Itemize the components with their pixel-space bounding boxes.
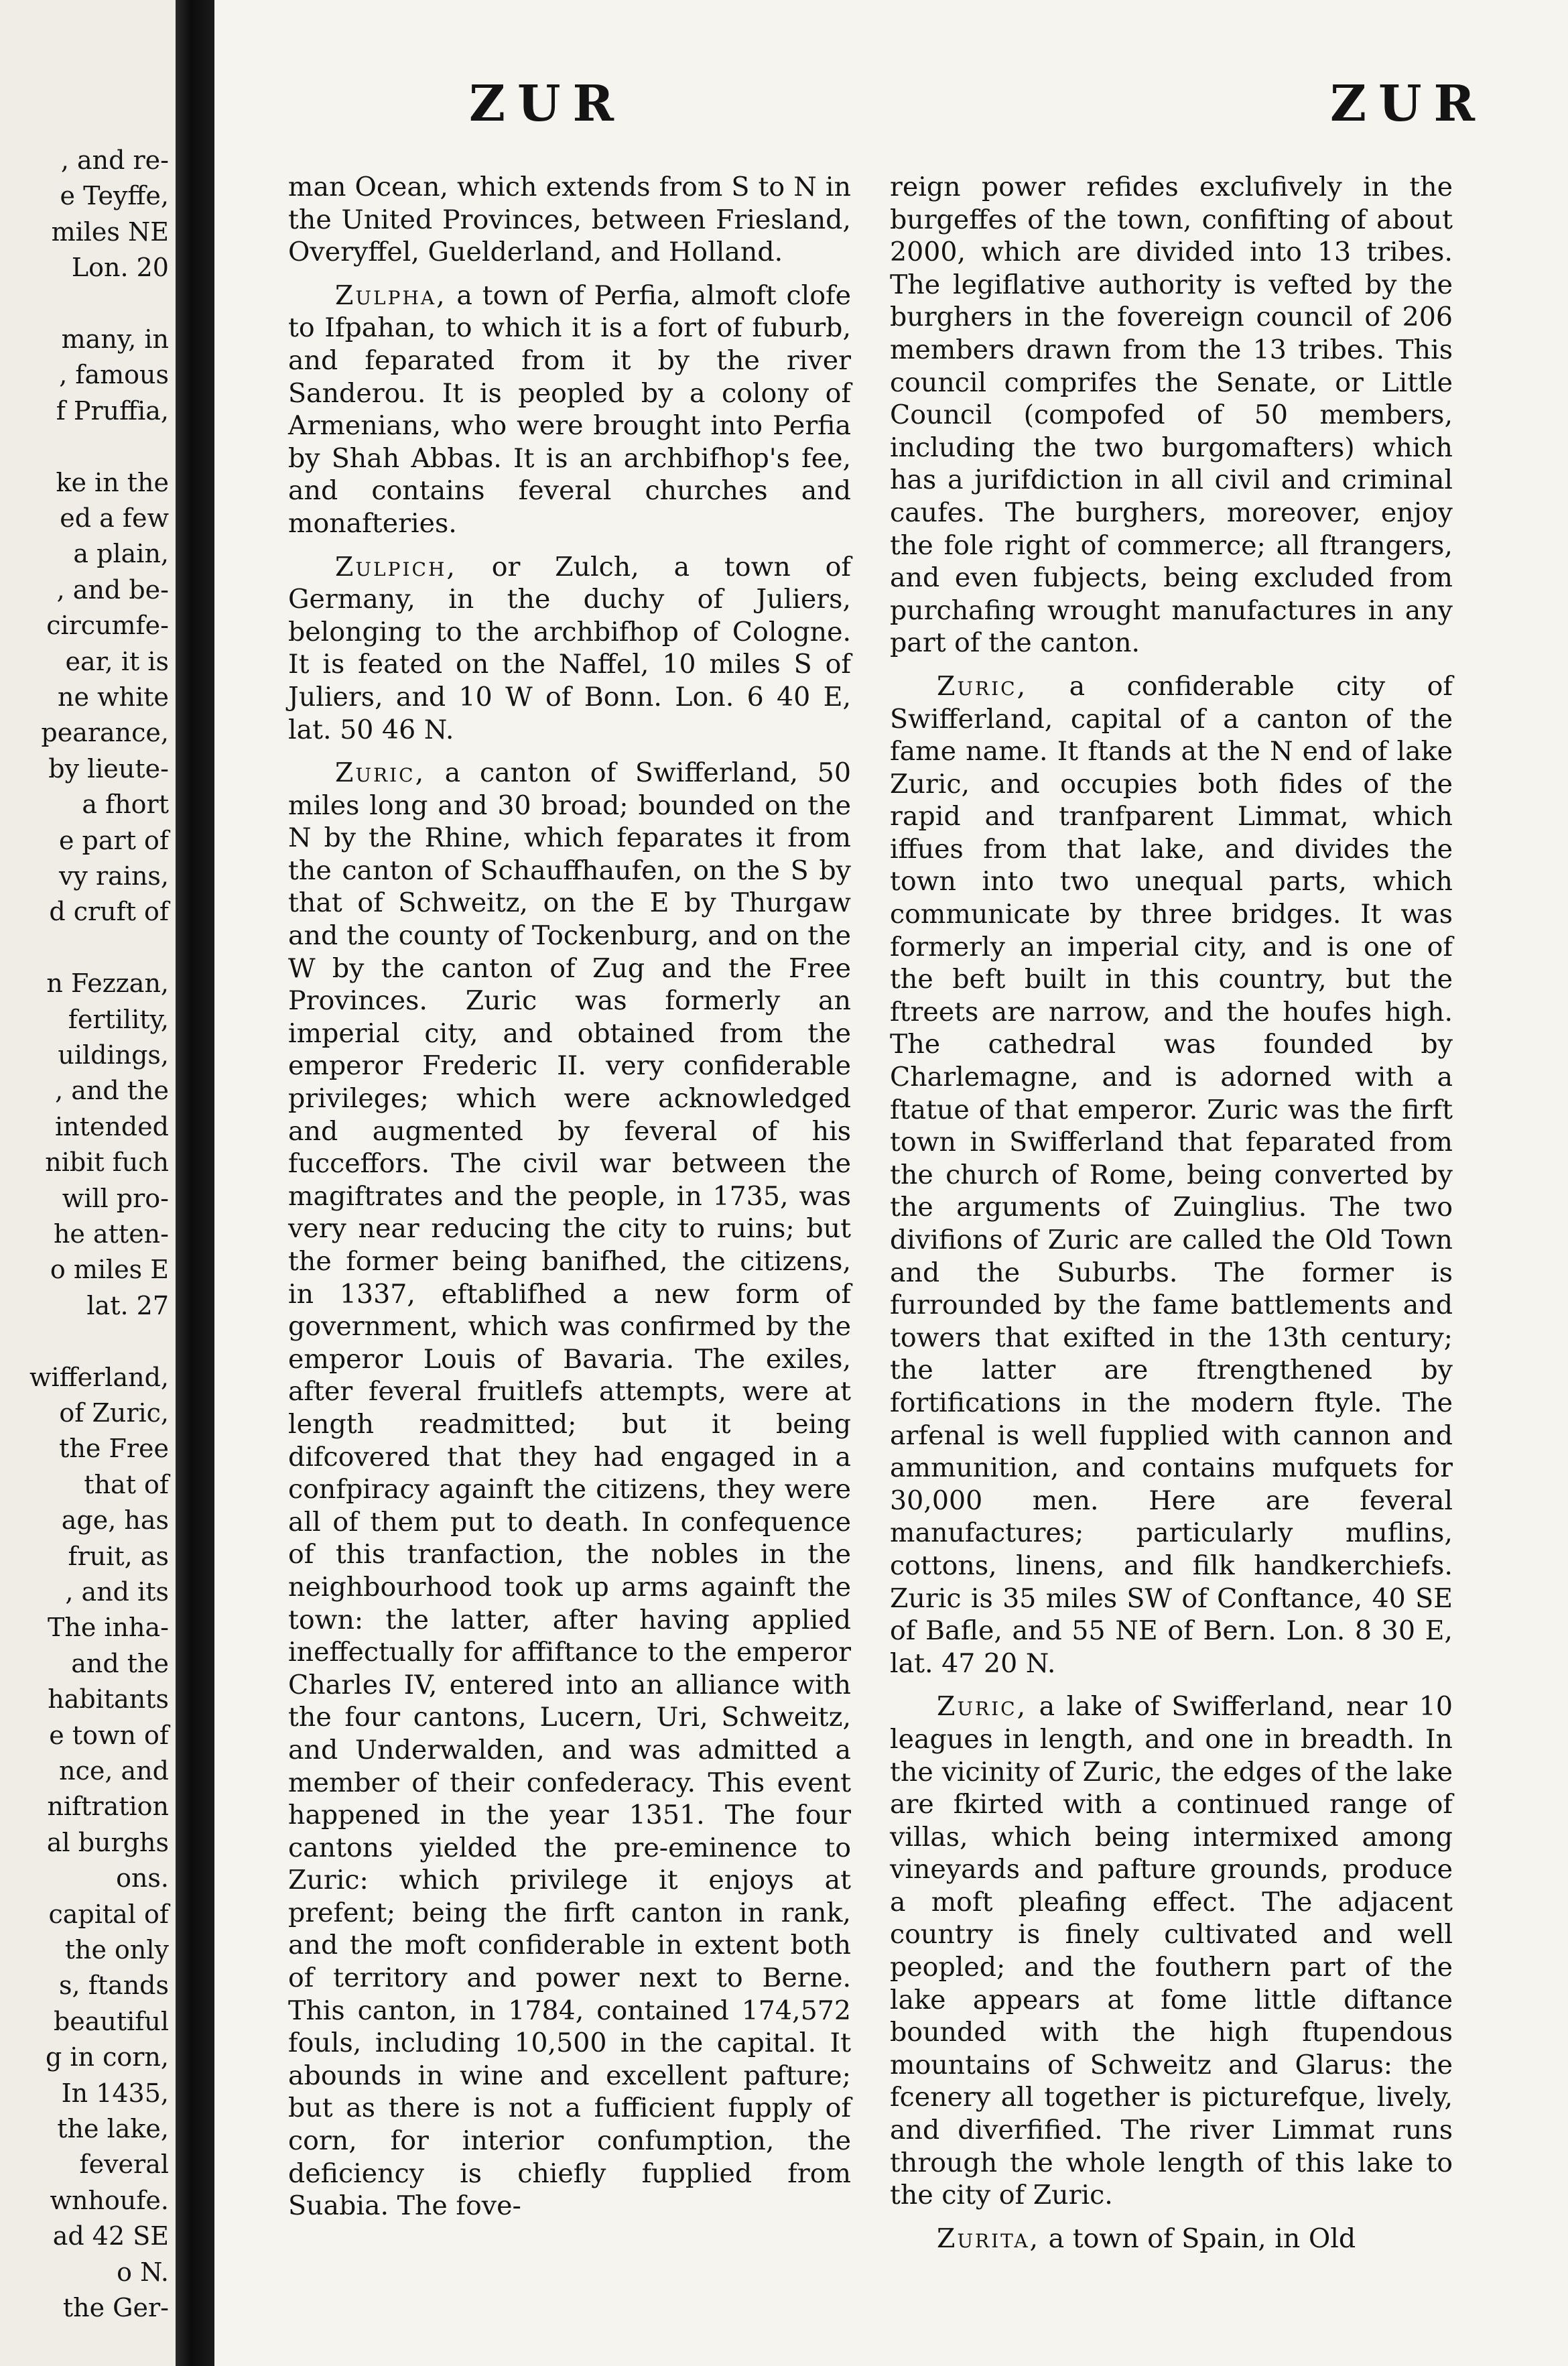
book-gutter [176, 0, 214, 2366]
edge-fragment: g in corn, [46, 2042, 169, 2072]
entry-text: a lake of Swifferland, near 10 leagues in length, and one in breadth. In the vicinity of Zuric, the edges of the lake are fkirted with a continued range of villas, which being intermixed among vineyards and pafture grounds, produce a moft pleafing effect. The adjacent country is finely cultivated and well peopled; and the fouthern part of the lake appears at fome little diftance bounded with the high ftupendous mountains of Schweitz and Glarus: the fcenery all together is picturefque, lively, and diverfified. The river Limmat runs through the whole length of this lake to the city of Zuric. [890, 1691, 1453, 2211]
edge-fragment: nibit fuch [45, 1147, 169, 1178]
edge-fragment: the Free [59, 1434, 169, 1464]
edge-fragment: ad 42 SE [52, 2221, 169, 2251]
edge-fragment: the Ger- [62, 2293, 169, 2322]
text-column-right [890, 171, 1453, 2255]
edge-fragment: , famous [59, 360, 169, 390]
edge-fragment: e Teyffe, [60, 181, 169, 211]
edge-fragment: d cruft of [49, 897, 169, 927]
edge-fragment: , and its [65, 1577, 169, 1607]
headword: Zuric, [335, 757, 426, 789]
entry-text: a confiderable city of Swifferland, capital of a canton of the fame name. It ftands at the N end of lake Zuric, and occupies both fides of the rapid and tranfparent Limmat, which iffues from that lake, and divides the town into two unequal parts, which communicate by three bridges. It was formerly an imperial city, and is one of the beft built in this country, but the ftreets are narrow, and the houfes high. The cathedral was founded by Charlemagne, and is adorned with a ftatue of that emperor. Zuric was the firft town in Swifferland that feparated from the church of Rome, being converted by the arguments of Zuinglius. The two divifions of Zuric are called the Old Town and the Suburbs. The former is furrounded by the fame battlements and towers that exifted in the 13th century; the latter are ftrengthened by fortifications in the modern ftyle. The arfenal is well fupplied with cannon and ammunition, and contains mufquets for 30,000 men. Here are feveral manufactures; particularly muflins, cottons, linens, and filk handkerchiefs. Zuric is 35 miles SW of Conftance, 40 SE of Bafle, and 55 NE of Bern. Lon. 8 30 E, lat. 47 20 N. [890, 670, 1453, 1679]
edge-fragment: , and re- [60, 145, 169, 175]
edge-fragment: ne white [58, 682, 169, 712]
headword: Zuric, [937, 670, 1028, 702]
edge-fragment: a plain, [73, 539, 169, 569]
edge-fragment: , and the [55, 1076, 169, 1106]
edge-fragment: e part of [58, 825, 169, 855]
edge-fragment: uildings, [58, 1040, 169, 1070]
edge-fragment: many, in [61, 324, 169, 354]
edge-fragment: niftration [47, 1792, 169, 1822]
edge-fragment: wifferland, [29, 1362, 169, 1392]
edge-fragment: fruit, as [68, 1541, 169, 1571]
edge-fragment: of Zuric, [59, 1398, 169, 1428]
edge-fragment: ons. [116, 1863, 169, 1893]
headword: Zurita, [937, 2223, 1041, 2254]
edge-fragment: age, has [61, 1505, 169, 1536]
edge-fragment: f Pruffia, [56, 395, 169, 426]
edge-fragment: s, ftands [59, 1971, 169, 2001]
running-head-left: ZUR [469, 75, 627, 133]
entry-zuric-city [890, 670, 1453, 1680]
continued-paragraph: reign power refides exclufively in the burgeffes of the town, confifting of about 2000, which are divided into 13 tribes. The legiflative authority is vefted by the burghers in the fovereign council of 206 members drawn from the 13 tribes. This council comprifes the Senate, or Little Council (compofed of 50 members, including the two burgomafters) which has a jurifdiction in all civil and criminal caufes. The burghers, moreover, enjoy the fole right of commerce; all ftrangers, and even fubjects, being excluded from purchafing wrought manufactures in any part of the canton. [890, 172, 1453, 659]
edge-fragment: ke in the [56, 467, 169, 497]
entry-text: a town of Perfia, almoft clofe to Ifpahan, to which it is a fort of fuburb, and feparated from it by the river Sanderou. It is peopled by a colony of Armenians, who were brought into Perfia by Shah Abbas. It is an archbifhop's fee, and contains feveral churches and monafteries. [288, 279, 851, 539]
edge-fragment: fertility, [68, 1004, 169, 1034]
headword: Zulpha, [335, 279, 447, 311]
edge-fragment: will pro- [62, 1183, 169, 1213]
edge-fragment: the lake, [57, 2114, 169, 2143]
entry-text: a canton of Swifferland, 50 miles long and 30 broad; bounded on the N by the Rhine, which feparates it from the canton of Schauffhaufen, on the S by that of Schweitz, on the E by Thurgaw and the county of Tockenburg, and on the W by the canton of Zug and the Free Provinces. Zuric was formerly an imperial city, and obtained from the emperor Frederic II. very confiderable privileges; which were acknowledged and augmented by feveral of his fucceffors. The civil war between the magiftrates and the people, in 1735, was very near reducing the city to ruins; but the former being banifhed, the citizens, in 1337, eftablifhed a new form of government, which was confirmed by the emperor Louis of Bavaria. The exiles, after feveral fruitlefs attempts, were at length readmitted; but it being difcovered that they had engaged in a confpiracy againft the citizens, they were all of them put to death. In confequence of this tranfaction, the nobles in the neighbourhood took up arms againft the town: the latter, after having applied ineffectually for affiftance to the emperor Charles IV, entered into an alliance with the four cantons, Lucern, Uri, Schweitz, and Underwalden, and was admitted a member of their confederacy. This event happened in the year 1351. The four cantons yielded the pre-eminence to Zuric: which privilege it enjoys at prefent; being the firft canton in rank, and the moft confiderable in extent both of territory and power next to Berne. This canton, in 1784, contained 174,572 fouls, including 10,500 in the capital. It abounds in wine and excellent pafture; but as there is not a fufficient fupply of corn, for interior confumption, the deficiency is chiefly fupplied from Suabia. The fove- [288, 757, 851, 2222]
edge-fragment: o N. [117, 2257, 169, 2287]
edge-fragment: by lieute- [48, 753, 169, 784]
text-column-left [288, 171, 851, 2223]
edge-fragment: feveral [79, 2150, 169, 2180]
edge-fragment: Lon. 20 [71, 253, 169, 283]
edge-fragment: al burghs [46, 1827, 169, 1857]
edge-fragment: intended [55, 1111, 169, 1141]
edge-fragment: vy rains, [58, 861, 169, 891]
entry-text: or Zulch, a town of Germany, in the duchy of Juliers, belonging to the archbifhop of Cologne. It is feated on the Naffel, 10 miles S of Juliers, and 10 W of Bonn. Lon. 6 40 E, lat. 50 46 N. [288, 551, 851, 745]
entry-zurita [890, 2223, 1453, 2255]
entry-zulpha [288, 279, 851, 540]
edge-fragment: ed a few [60, 503, 169, 533]
edge-fragment: nce, and [59, 1756, 169, 1786]
entry-zuric-lake [890, 1690, 1453, 2212]
entry-text: a town of Spain, in Old [1040, 2223, 1356, 2254]
edge-fragment: ear, it is [65, 646, 169, 676]
edge-fragment: habitants [48, 1684, 169, 1715]
edge-fragment: the only [64, 1935, 169, 1965]
edge-fragment: and the [71, 1648, 169, 1678]
edge-fragment: wnhoufe. [50, 2185, 169, 2215]
entry-zulpich [288, 551, 851, 747]
edge-fragment: The inha- [48, 1613, 169, 1643]
headword: Zulpich, [335, 551, 457, 582]
edge-fragment: that of [84, 1469, 169, 1499]
previous-page-edge [0, 0, 176, 2366]
edge-fragment: pearance, [41, 718, 169, 748]
edge-fragment: In 1435, [61, 2078, 169, 2108]
edge-fragment: e town of [49, 1720, 169, 1750]
edge-fragment: miles NE [51, 216, 169, 247]
edge-fragment: lat. 27 [86, 1290, 169, 1320]
running-head-right: ZUR [1330, 75, 1488, 133]
entry-zuric-canton [288, 757, 851, 2223]
edge-fragment: beautiful [53, 2006, 169, 2036]
edge-fragment: o miles E [50, 1255, 169, 1285]
continued-paragraph: man Ocean, which extends from S to N in the United Provinces, between Friesland, Overyffel, Guelderland, and Holland. [288, 172, 851, 268]
edge-fragment: capital of [48, 1899, 169, 1929]
edge-fragment: he atten- [53, 1219, 169, 1249]
edge-fragment: n Fezzan, [46, 969, 169, 999]
page [214, 0, 1568, 2366]
edge-fragment: a fhort [82, 790, 169, 820]
headword: Zuric, [937, 1691, 1028, 1723]
edge-fragment: circumfe- [46, 611, 169, 641]
edge-fragment: , and be- [56, 574, 169, 605]
